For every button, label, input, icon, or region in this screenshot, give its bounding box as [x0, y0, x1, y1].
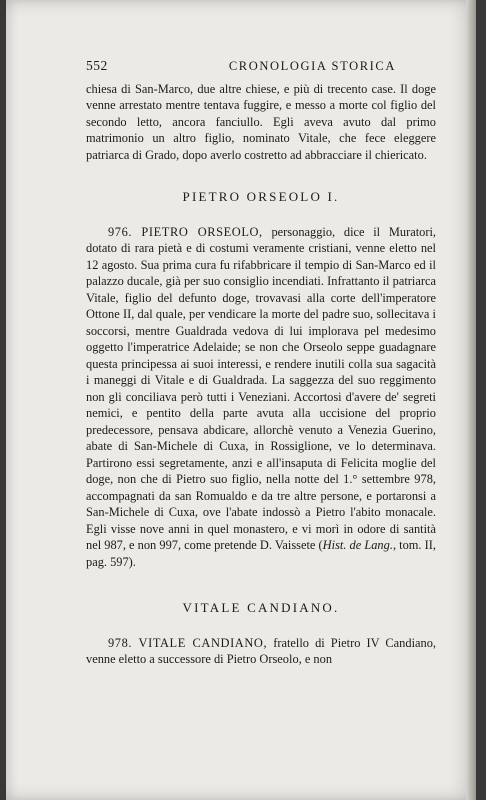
- paragraph-pietro-orseolo: [86, 224, 436, 571]
- intro-paragraph: chiesa di San-Marco, due altre chiese, e più di trecento case. Il doge venne arrestato mentre tentava fuggire, e messo a morte col figlio del secondo letto, ancora fanciullo. Egli aveva avuto dal primo matrimonio un altro figlio, nominato Vitale, che fece eleggere patriarca di Grado, dopo averlo costretto ad abbracciare il chiericato.: [86, 81, 436, 162]
- page-gutter-shadow: [466, 0, 476, 800]
- entry-body-pietro-orseolo: personaggio, dice il Muratori, dotato di rara pietà e di costumi veramente cristiani, venne eletto nel 12 agosto. Sua prima cura fu rifabbricare il tempio di San-Marco ed il palazzo ducale, già per suo consiglio incendiati. Infrattanto il patriarca Vitale, figlio del defunto doge, trovavasi alla corte dell'imperatore Ottone II, dal quale, per vendicare la morte del padre suo, sollecitava i soccorsi, mentre Gualdrada vedova di lui implorava pel medesimo oggetto l'imperatrice Adelaide; se non che Orseolo seppe guadagnare questa principessa ai suoi interessi, e rendere inutili colla sua sagacità i maneggi di Vitale e di Gualdrada. La saggezza del suo reggimento non gli conciliava però tutti i Veneziani. Accortosi d'avere de' segreti nemici, e pentito della parte avuta alla uccisione del proprio predecessore, pensava abdicare, allorchè venuto a Venezia Guerino, abate di San-Michele di Cuxa, in Rossiglione, ve lo determinava. Partirono essi segretamente, anzi e all'insaputa di Felicita moglie del doge, non che di Pietro suo figlio, nella notte del 1.° settembre 978, accompagnati da san Romualdo e da tre altre persone, e portaronsi a San-Michele di Cuxa, ove l'abate indossò a Pietro l'abito monacale. Egli visse nove anni in quel monastero, e vi morì in odore di santità nel 987, e non 997, come pretende D. Vaissete (: [86, 224, 436, 552]
- paragraph-vitale-candiano: [86, 635, 436, 668]
- citation-reference: , tom. II, pag. 597).: [86, 538, 436, 569]
- entry-lead-pietro-orseolo: 976. PIETRO ORSEOLO,: [108, 224, 263, 239]
- section-title-pietro-orseolo: PIETRO ORSEOLO I.: [182, 189, 340, 204]
- entry-lead-vitale-candiano: 978. VITALE CANDIANO,: [108, 635, 268, 650]
- running-title: CRONOLOGIA STORICA: [228, 59, 396, 73]
- page-number: 552: [86, 58, 108, 73]
- citation-title: Hist. de Lang.: [322, 538, 393, 552]
- page-header: [86, 58, 436, 75]
- page-text-block: [86, 58, 436, 668]
- entry-body-vitale-candiano: fratello di Pietro IV Candiano, venne eletto a successore di Pietro Orseolo, e non: [86, 635, 436, 666]
- book-page: [6, 0, 476, 800]
- section-title-vitale-candiano: VITALE CANDIANO.: [182, 600, 340, 615]
